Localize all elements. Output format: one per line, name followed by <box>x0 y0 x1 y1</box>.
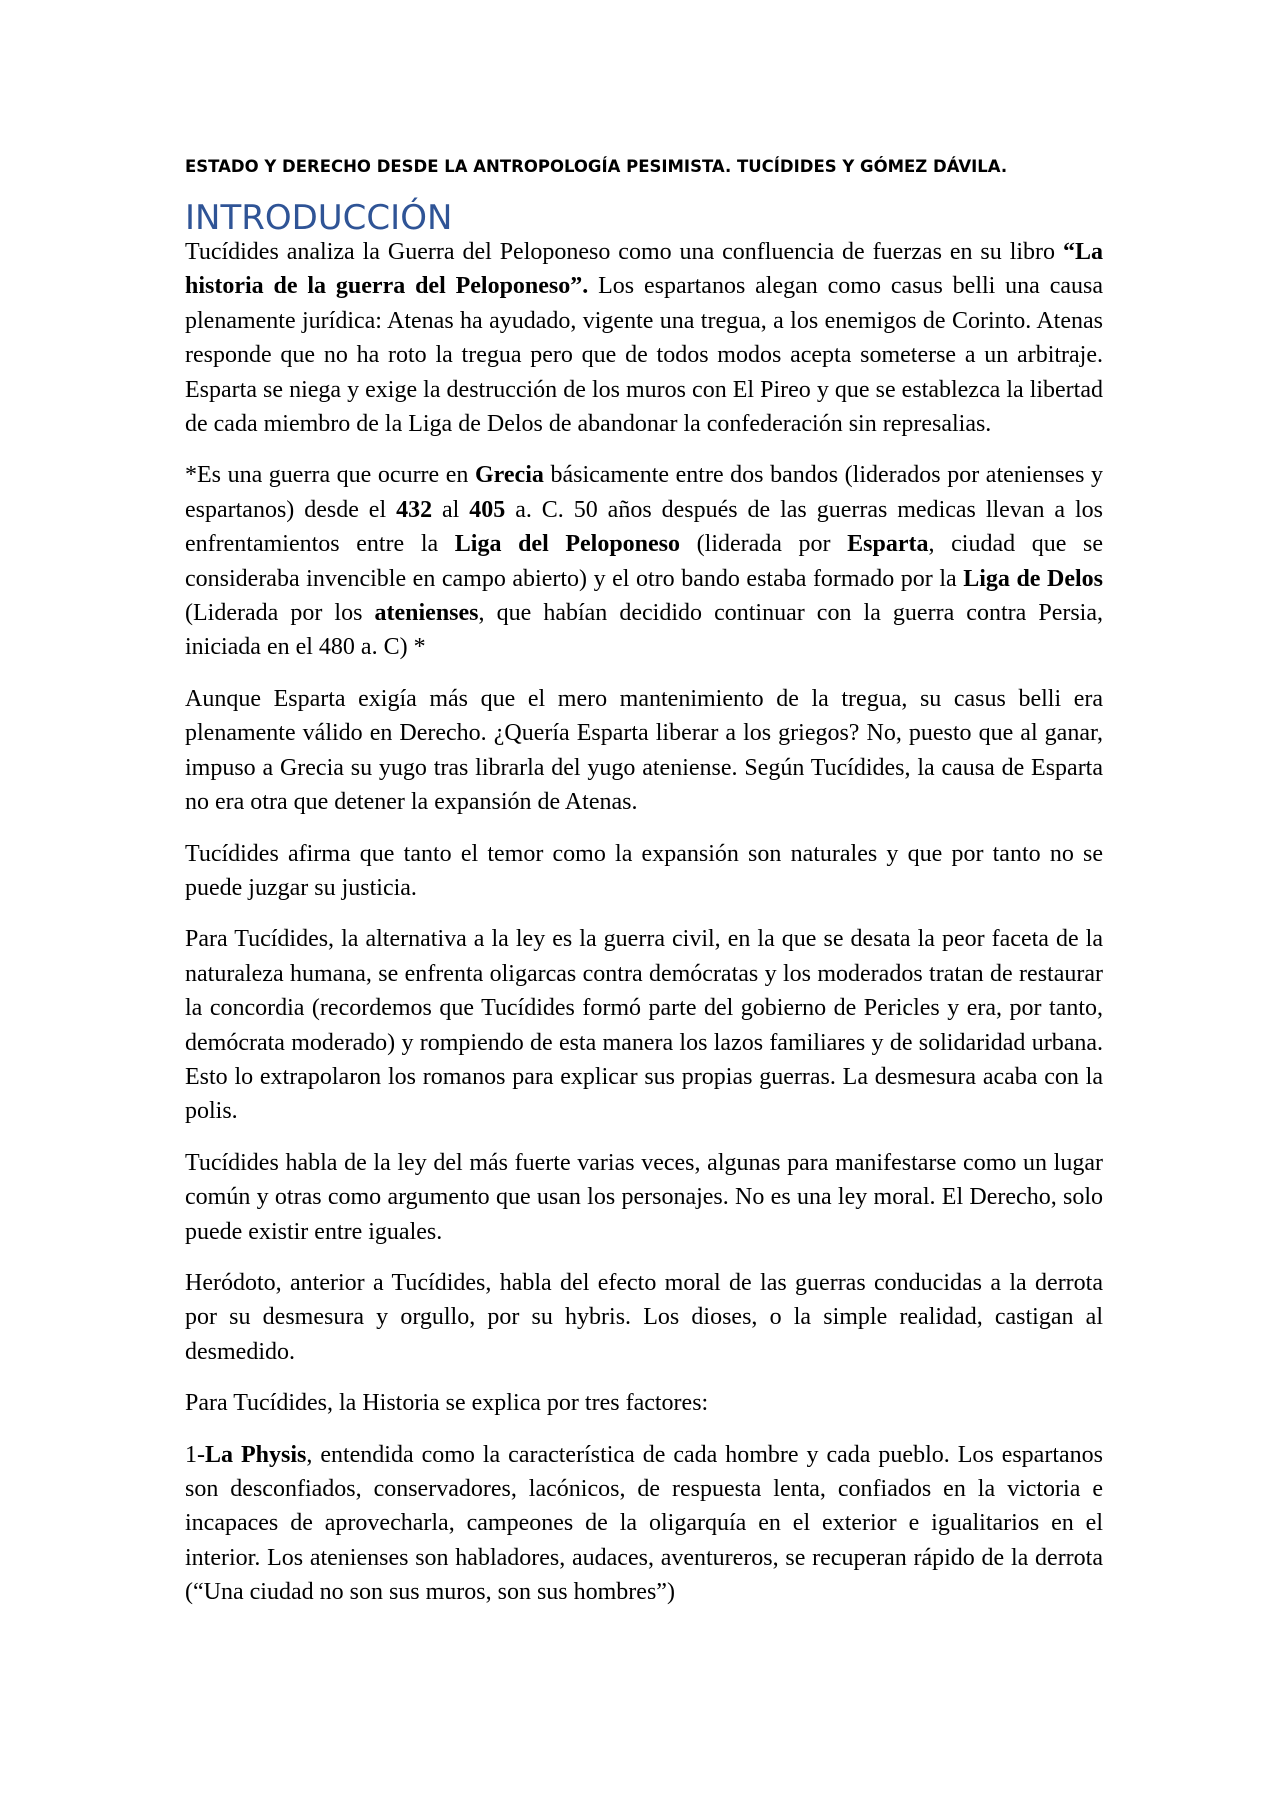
text-run: , que habían decidido continuar con la guerra contra Persia, iniciada en el 480 a. C) * <box>185 600 1103 661</box>
page-content <box>185 150 1103 1627</box>
section-heading: INTRODUCCIÓN <box>185 198 453 238</box>
text-run: (liderada por <box>680 531 848 558</box>
paragraph <box>185 837 1103 906</box>
bold-text: Liga del Peloponeso <box>454 531 681 558</box>
paragraph <box>185 235 1103 441</box>
text-run: a. C. 50 años después de las guerras medicas llevan a los enfrentamientos entre la <box>185 496 1103 558</box>
text-run: Tucídides habla de la ley del más fuerte varias veces, algunas para manifestarse como un lugar común y otras como argumento que usan los personajes. No es una ley moral. El Derecho, solo puede existir entre iguales. <box>185 1149 1103 1245</box>
document-title: ESTADO Y DERECHO DESDE LA ANTROPOLOGÍA PESIMISTA. TUCÍDIDES Y GÓMEZ DÁVILA. <box>185 157 1008 176</box>
text-run: , entendida como la característica de cada hombre y cada pueblo. Los espartanos son desconfiados, conservadores, lacónicos, de respuesta lenta, confiados en la victoria e incapaces de aprovecharla, campeones de la oligarquía en el exterior e igualitarios en el interior. Los atenienses son habladores, audaces, aventureros, se recuperan rápido de la derrota (“Una ciudad no son sus muros, son sus hombres”) <box>185 1441 1103 1606</box>
text-run: básicamente entre dos bandos (liderados por atenienses y espartanos) desde el <box>185 462 1103 523</box>
bold-text: 432 <box>396 496 433 523</box>
text-run: Heródoto, anterior a Tucídides, habla del efecto moral de las guerras conducidas a la derrota por su desmesura y orgullo, por su hybris. Los dioses, o la simple realidad, castigan al desmedido. <box>185 1269 1103 1365</box>
bold-text: Esparta <box>847 531 929 558</box>
paragraph <box>185 1266 1103 1369</box>
body-text <box>185 235 1103 1610</box>
text-run: Tucídides analiza la Guerra del Peloponeso como una confluencia de fuerzas en su libro <box>185 239 1063 265</box>
text-run: Tucídides afirma que tanto el temor como la expansión son naturales y que por tanto no se puede juzgar su justicia. <box>185 840 1103 901</box>
paragraph <box>185 1146 1103 1249</box>
text-run: Para Tucídides, la alternativa a la ley es la guerra civil, en la que se desata la peor faceta de la naturaleza humana, se enfrenta oligarcas contra demócratas y los moderados tratan de restaurar la concordia (recordemos que Tucídides formó parte del gobierno de Pericles y era, por tanto, demócrata moderado) y rompiendo de esta manera los lazos familiares y de solidaridad urbana. Esto lo extrapolaron los romanos para explicar sus propias guerras. La desmesura acaba con la polis. <box>185 926 1103 1125</box>
paragraph <box>185 1386 1103 1420</box>
paragraph <box>185 682 1103 820</box>
text-run: Para Tucídides, la Historia se explica por tres factores: <box>185 1390 709 1417</box>
paragraph <box>185 922 1103 1128</box>
text-run: *Es una guerra que ocurre en <box>185 462 476 489</box>
text-run: (Liderada por los <box>185 600 375 627</box>
bold-text: La Physis <box>205 1441 307 1468</box>
bold-text: 405 <box>469 496 506 523</box>
bold-text: Liga de Delos <box>963 565 1103 592</box>
text-run: Los espartanos alegan como casus belli una causa plenamente jurídica: Atenas ha ayudado, vigente una tregua, a los enemigos de Corinto. Atenas responde que no ha roto la tregua pero que de todos modos acepta someterse a un arbitraje. Esparta se niega y exige la destrucción de los muros con El Pireo y que se establezca la libertad de cada miembro de la Liga de Delos de abandonar la confederación sin represalias. <box>185 273 1103 438</box>
paragraph <box>185 458 1103 664</box>
text-run: , ciudad que se consideraba invencible en campo abierto) y el otro bando estaba formado por la <box>185 531 1103 592</box>
text-run: 1- <box>185 1441 205 1468</box>
paragraph <box>185 1438 1103 1610</box>
text-run: Aunque Esparta exigía más que el mero mantenimiento de la tregua, su casus belli era plenamente válido en Derecho. ¿Quería Esparta liberar a los griegos? No, puesto que al ganar, impuso a Grecia su yugo tras librarla del yugo ateniense. Según Tucídides, la causa de Esparta no era otra que detener la expansión de Atenas. <box>185 685 1103 816</box>
bold-text: “La historia de la guerra del Peloponeso”. <box>185 239 1103 300</box>
bold-text: atenienses <box>374 600 479 627</box>
bold-text: Grecia <box>475 462 544 489</box>
text-run: al <box>432 496 470 523</box>
